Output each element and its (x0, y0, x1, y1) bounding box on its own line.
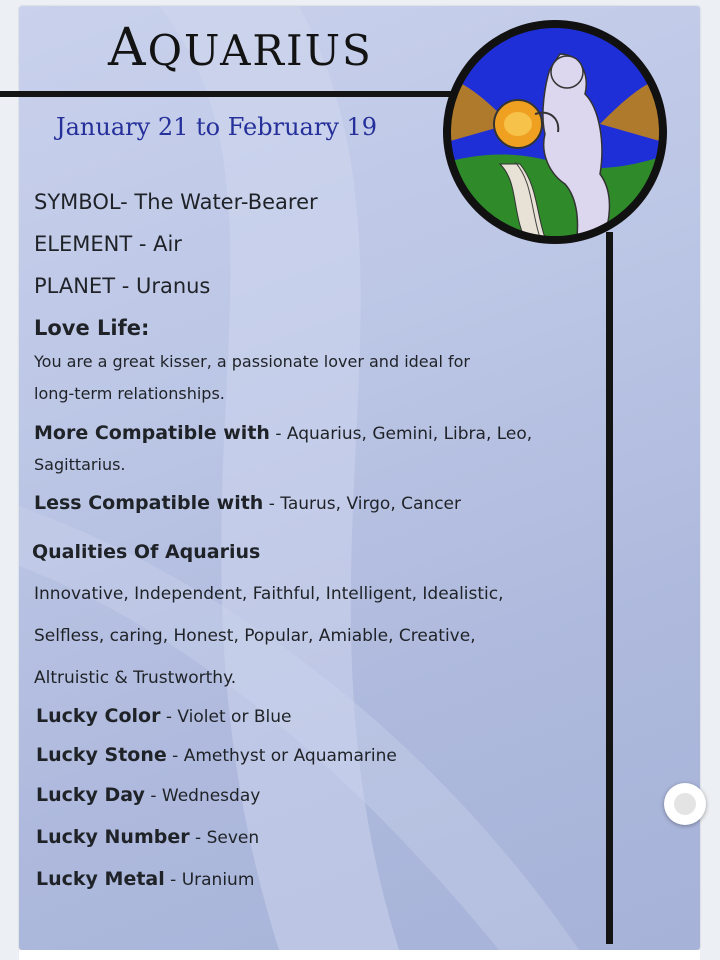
love-life-line-2: long-term relationships. (34, 384, 225, 403)
element-text: ELEMENT - Air (34, 232, 182, 256)
more-compatible-line-1 (34, 422, 532, 444)
lucky-metal-value: - Uranium (164, 870, 255, 890)
side-rule (606, 232, 613, 944)
lucky-number-label: Lucky Number (36, 826, 190, 848)
love-life-heading: Love Life: (34, 316, 150, 340)
lucky-metal-label: Lucky Metal (36, 868, 165, 890)
floating-scroll-button[interactable] (664, 783, 706, 825)
qualities-line-1: Innovative, Independent, Faithful, Intelligent, Idealistic, (34, 584, 504, 604)
more-compatible-value: - Aquarius, Gemini, Libra, Leo, (269, 424, 533, 444)
lucky-color-value: - Violet or Blue (160, 707, 292, 727)
planet-text: PLANET - Uranus (34, 274, 211, 298)
title-rest: QUARIUS (147, 26, 373, 75)
title-rule (0, 91, 462, 97)
lucky-stone-value: - Amethyst or Aquamarine (166, 746, 397, 766)
more-compatible-line-2: Sagittarius. (34, 455, 126, 474)
lucky-day-row (36, 784, 260, 806)
qualities-line-3: Altruistic & Trustworthy. (34, 668, 237, 688)
less-compatible-label: Less Compatible with (34, 492, 264, 514)
bottom-strip (19, 950, 700, 960)
less-compatible-value: - Taurus, Virgo, Cancer (263, 494, 461, 514)
qualities-heading: Qualities Of Aquarius (32, 541, 261, 563)
water-bearer-emblem-icon (440, 14, 670, 250)
floating-scroll-icon (674, 793, 696, 815)
title-initial: A (108, 18, 148, 78)
symbol-text: SYMBOL- The Water-Bearer (34, 190, 318, 214)
more-compatible-label: More Compatible with (34, 422, 270, 444)
lucky-day-label: Lucky Day (36, 784, 145, 806)
lucky-number-row (36, 826, 259, 848)
lucky-stone-label: Lucky Stone (36, 744, 167, 766)
lucky-color-row (36, 705, 291, 727)
qualities-line-2: Selfless, caring, Honest, Popular, Amiable, Creative, (34, 626, 476, 646)
lucky-color-label: Lucky Color (36, 705, 161, 727)
lucky-metal-row (36, 868, 254, 890)
lucky-number-value: - Seven (189, 828, 260, 848)
lucky-day-value: - Wednesday (144, 786, 261, 806)
less-compatible-line (34, 492, 461, 514)
love-life-line-1: You are a great kisser, a passionate lover and ideal for (34, 352, 470, 371)
date-range: January 21 to February 19 (56, 113, 378, 141)
page-title (108, 18, 373, 78)
lucky-stone-row (36, 744, 397, 766)
